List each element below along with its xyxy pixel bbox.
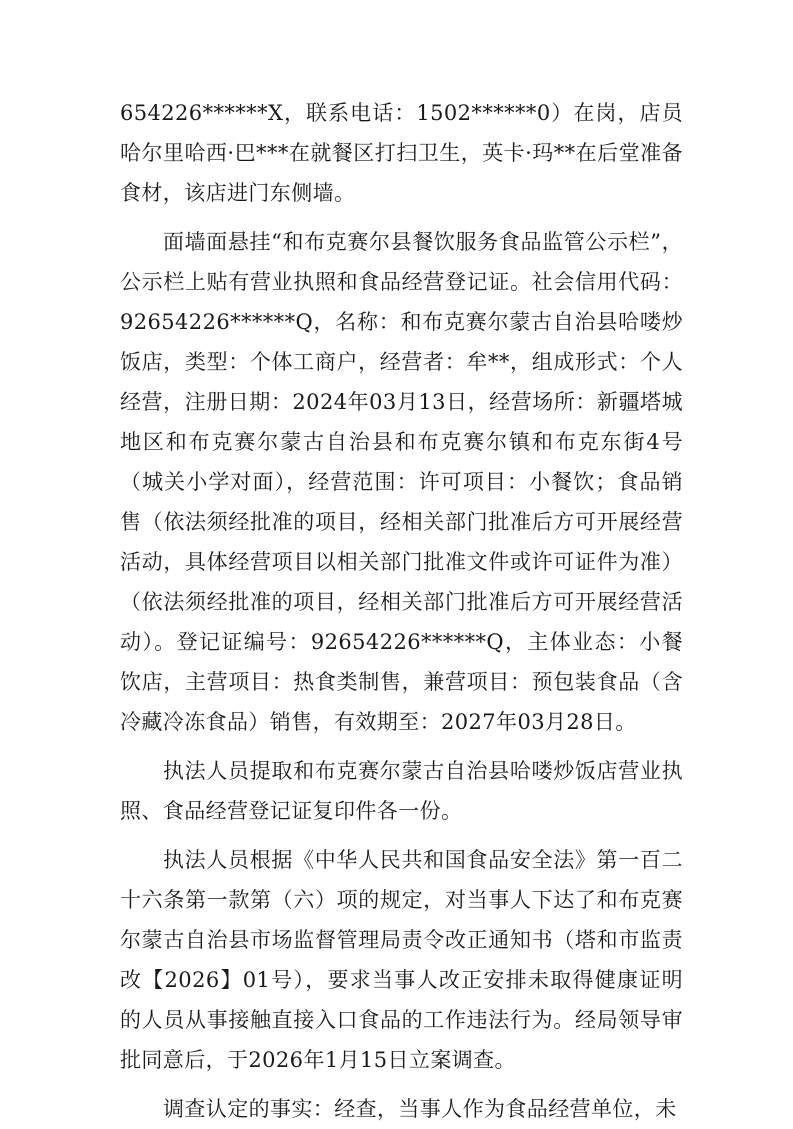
paragraph-gap (120, 742, 683, 751)
paragraph-gap (120, 213, 683, 222)
paragraph-evidence-copies: 执法人员提取和布克赛尔蒙古自治县哈喽炒饭店营业执照、食品经营登记证复印件各一份。 (120, 759, 683, 823)
paragraph-public-notice-board: 面墙面悬挂“和布克赛尔县餐饮服务食品监管公示栏”，公示栏上贴有营业执照和食品经营登记证。社会信用代码：92654226******Q，名称：和布克赛尔蒙古自治县哈喽炒饭店，类型：个体工商户，经营者：牟**，组成形式：个人经营，注册日期：2024年03月13日，经营场所：新疆塔城地区和布克赛尔蒙古自治县和布克赛尔镇和布克东街4号（城关小学对面），经营范围：许可项目：小餐饮；食品销售（依法须经批准的项目，经相关部门批准后方可开展经营活动，具体经营项目以相关部门批准文件或许可证件为准）（依法须经批准的项目，经相关部门批准后方可开展经营活动）。登记证编号：92654226******Q，主体业态：小餐饮店，主营项目：热食类制售，兼营项目：预包装食品（含冷藏冷冻食品）销售，有效期至：2027年03月28日。 (120, 230, 683, 734)
paragraph-findings: 调查认定的事实：经查，当事人作为食品经营单位，未 (163, 1097, 677, 1121)
paragraph-gap (120, 831, 683, 840)
document-body (120, 93, 683, 1129)
paragraph-rectification-notice: 执法人员根据《中华人民共和国食品安全法》第一百二十六条第一款第（六）项的规定，对当事人下达了和布克赛尔蒙古自治县市场监督管理局责令改正通知书（塔和市监责改【2026】01号），要求当事人改正安排未取得健康证明的人员从事接触直接入口食品的工作违法行为。经局领导审批同意后，于2026年1月15日立案调查。 (120, 848, 683, 1072)
paragraph-gap (120, 1080, 683, 1089)
paragraph-continuation: 654226******X，联系电话：1502******0）在岗，店员哈尔里哈西·巴***在就餐区打扫卫生，英卡·玛**在后堂准备食材，该店进门东侧墙。 (120, 101, 683, 205)
